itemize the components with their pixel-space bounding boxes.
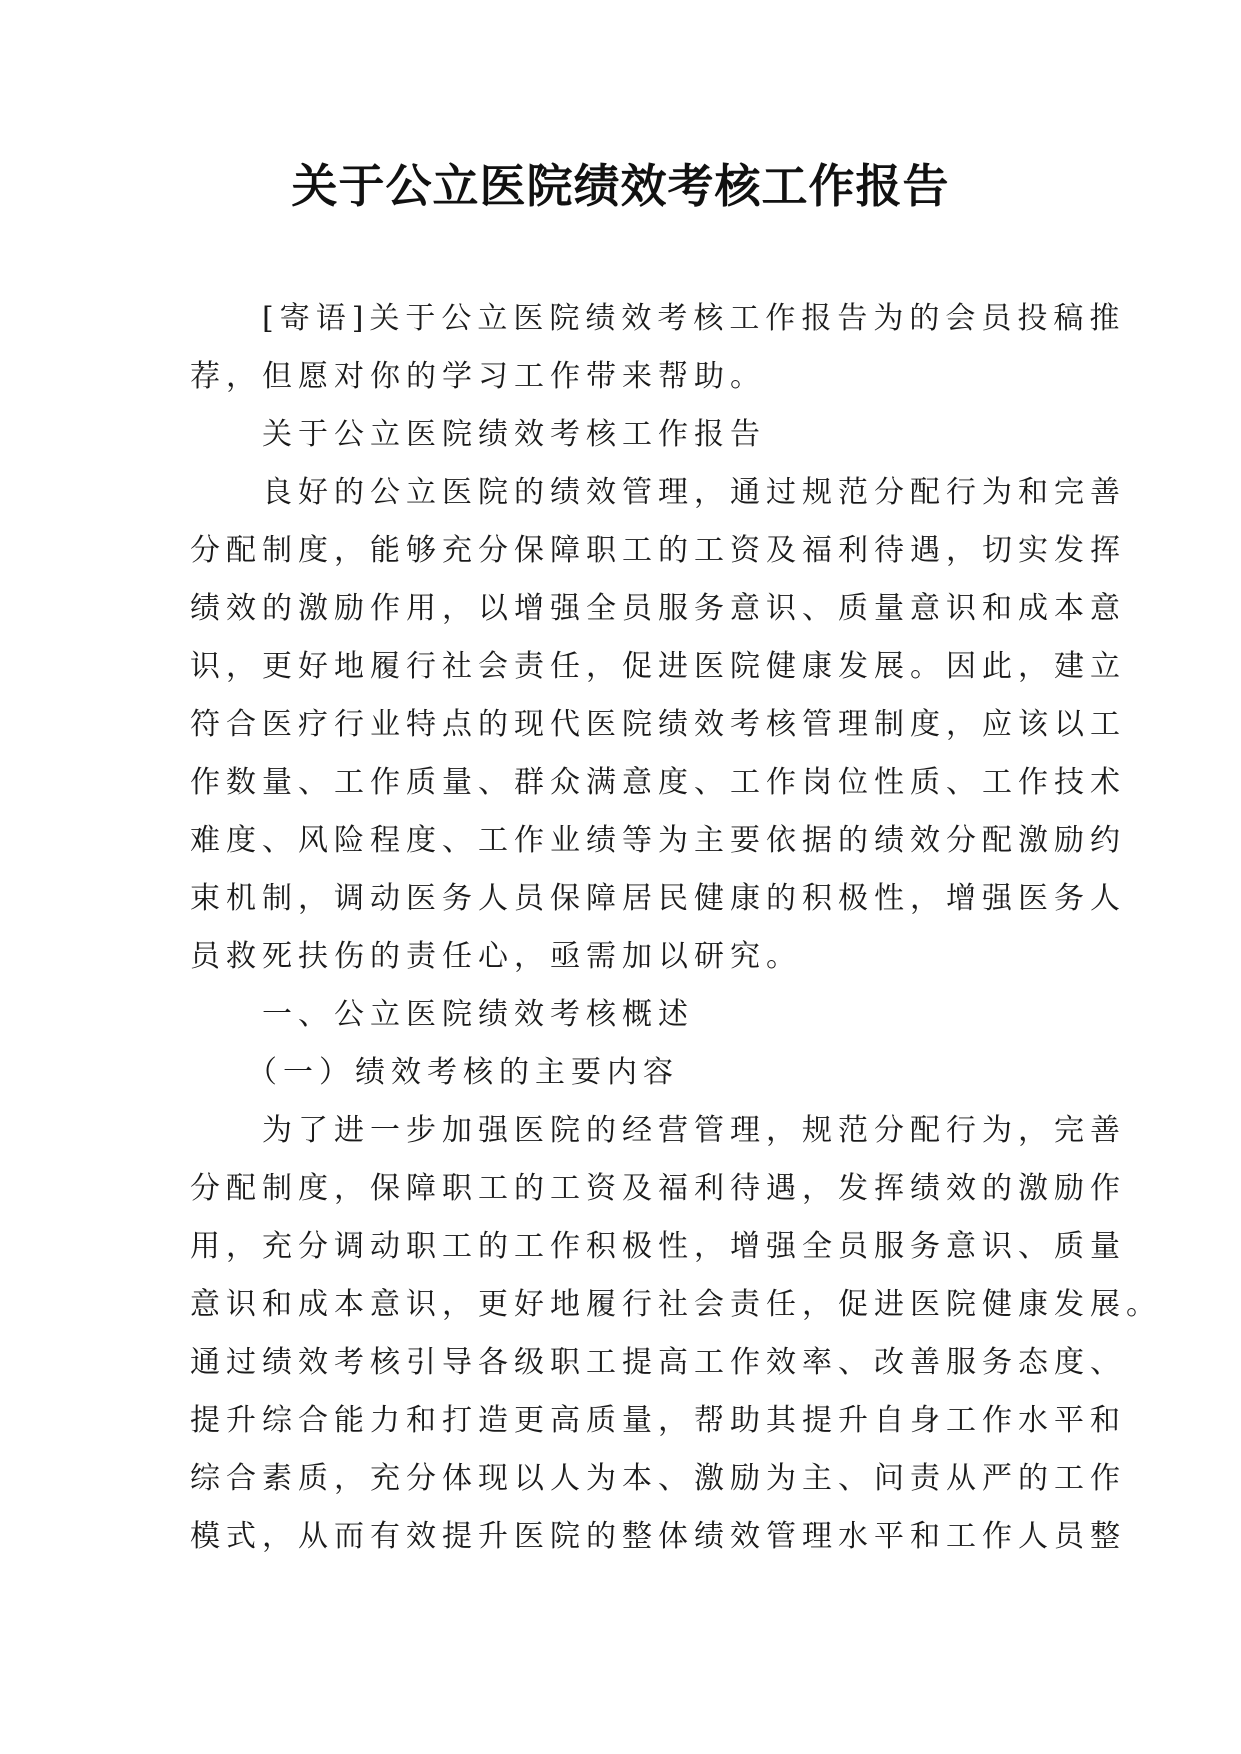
text-line: 难度、风险程度、工作业绩等为主要依据的绩效分配激励约 bbox=[190, 823, 1126, 858]
text-line: 符合医疗行业特点的现代医院绩效考核管理制度，应该以工 bbox=[190, 707, 1126, 742]
text-line: 束机制，调动医务人员保障居民健康的积极性，增强医务人 bbox=[190, 881, 1126, 916]
text-line: 荐，但愿对你的学习工作带来帮助。 bbox=[190, 359, 766, 394]
text-line: （一）绩效考核的主要内容 bbox=[190, 1055, 679, 1090]
text-line: 模式，从而有效提升医院的整体绩效管理水平和工作人员整 bbox=[190, 1519, 1126, 1554]
text-line: 关于公立医院绩效考核工作报告 bbox=[190, 417, 766, 452]
text-line: 提升综合能力和打造更高质量，帮助其提升自身工作水平和 bbox=[190, 1403, 1126, 1438]
text-line: 绩效的激励作用，以增强全员服务意识、质量意识和成本意 bbox=[190, 591, 1126, 626]
text-line: 分配制度，保障职工的工资及福利待遇，发挥绩效的激励作 bbox=[190, 1171, 1126, 1206]
text-line: 员救死扶伤的责任心，亟需加以研究。 bbox=[190, 939, 802, 974]
text-line: 良好的公立医院的绩效管理，通过规范分配行为和完善 bbox=[190, 475, 1126, 510]
text-line: 分配制度，能够充分保障职工的工资及福利待遇，切实发挥 bbox=[190, 533, 1126, 568]
text-line: 综合素质，充分体现以人为本、激励为主、问责从严的工作 bbox=[190, 1461, 1126, 1496]
text-line: 识，更好地履行社会责任，促进医院健康发展。因此，建立 bbox=[190, 649, 1126, 684]
text-line: 意识和成本意识，更好地履行社会责任，促进医院健康发展。 bbox=[190, 1287, 1162, 1322]
text-line: 作数量、工作质量、群众满意度、工作岗位性质、工作技术 bbox=[190, 765, 1126, 800]
text-line: 为了进一步加强医院的经营管理，规范分配行为，完善 bbox=[190, 1113, 1126, 1148]
text-line: 用，充分调动职工的工作积极性，增强全员服务意识、质量 bbox=[190, 1229, 1126, 1264]
document-title: 关于公立医院绩效考核工作报告 bbox=[291, 159, 950, 213]
document-body bbox=[190, 290, 1162, 1566]
text-line: [寄语]关于公立医院绩效考核工作报告为的会员投稿推 bbox=[190, 301, 1126, 336]
text-line: 通过绩效考核引导各级职工提高工作效率、改善服务态度、 bbox=[190, 1345, 1126, 1380]
text-line: 一、公立医院绩效考核概述 bbox=[190, 997, 694, 1032]
